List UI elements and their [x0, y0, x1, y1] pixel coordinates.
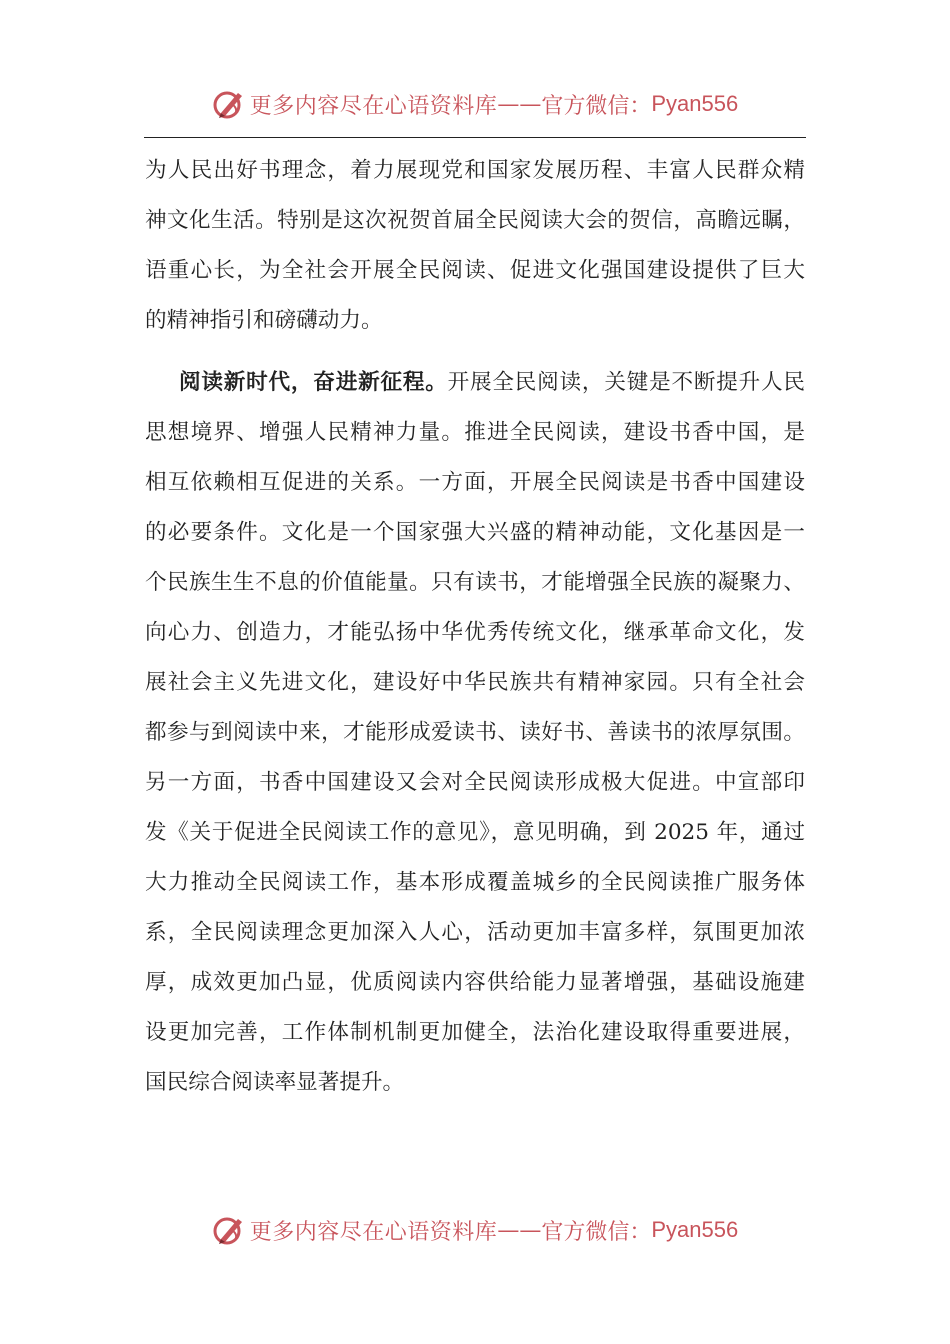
header-wechat-label: 官方微信： [541, 93, 652, 119]
text-line: 思想境界、增强人民精神力量。推进全民阅读，建设书香中国，是 [145, 420, 805, 445]
text-line: 厚，成效更加凸显，优质阅读内容供给能力显著增强，基础设施建 [145, 970, 805, 995]
footer-brand-text: 更多内容尽在心语资料库 [249, 1219, 498, 1245]
pen-circle-logo-icon [212, 1213, 246, 1247]
text-line: 的必要条件。文化是一个国家强大兴盛的精神动能，文化基因是一 [145, 520, 805, 545]
text-line: 都参与到阅读中来，才能形成爱读书、读好书、善读书的浓厚氛围。 [145, 720, 805, 745]
text-line: 为人民出好书理念，着力展现党和国家发展历程、丰富人民群众精 [145, 158, 805, 183]
paragraph-heading: 阅读新时代，奋进新征程。 [179, 370, 448, 395]
text-line: 相互依赖相互促进的关系。一方面，开展全民阅读是书香中国建设 [145, 470, 805, 495]
text-line: 系，全民阅读理念更加深入人心，活动更加丰富多样，氛围更加浓 [145, 920, 805, 945]
text-line: 展社会主义先进文化，建设好中华民族共有精神家园。只有全社会 [145, 670, 805, 695]
header-brand-text: 更多内容尽在心语资料库 [249, 93, 498, 119]
header-divider [144, 137, 806, 138]
text-line: 发《关于促进全民阅读工作的意见》，意见明确，到 2025 年，通过 [145, 820, 805, 845]
header-banner [0, 82, 950, 126]
footer-wechat-id: Pyan556 [651, 1217, 739, 1242]
text-line: 个民族生生不息的价值能量。只有读书，才能增强全民族的凝聚力、 [145, 570, 805, 595]
pen-circle-logo-icon [212, 87, 246, 121]
first-line-rest: 开展全民阅读，关键是不断提升人民 [447, 370, 805, 395]
text-line: 向心力、创造力，才能弘扬中华优秀传统文化，继承革命文化，发 [145, 620, 805, 645]
footer-banner [0, 1208, 950, 1252]
text-line: 另一方面，书香中国建设又会对全民阅读形成极大促进。中宣部印 [145, 770, 805, 795]
paragraph-1 [145, 146, 805, 346]
text-line: 神文化生活。特别是这次祝贺首届全民阅读大会的贺信，高瞻远瞩， [145, 208, 805, 233]
text-line: 设更加完善，工作体制机制更加健全，法治化建设取得重要进展， [145, 1020, 805, 1045]
text-line: 大力推动全民阅读工作，基本形成覆盖城乡的全民阅读推广服务体 [145, 870, 805, 895]
footer-dash: —— [497, 1217, 542, 1243]
footer-wechat-label: 官方微信： [541, 1219, 652, 1245]
text-line: 语重心长，为全社会开展全民阅读、促进文化强国建设提供了巨大 [145, 258, 805, 283]
text-line-first [145, 358, 805, 408]
header-wechat-id: Pyan556 [651, 91, 739, 116]
text-line: 国民综合阅读率显著提升。 [145, 1070, 405, 1095]
paragraph-2 [145, 358, 805, 1108]
text-line: 的精神指引和磅礴动力。 [145, 308, 383, 333]
header-dash: —— [497, 91, 542, 117]
